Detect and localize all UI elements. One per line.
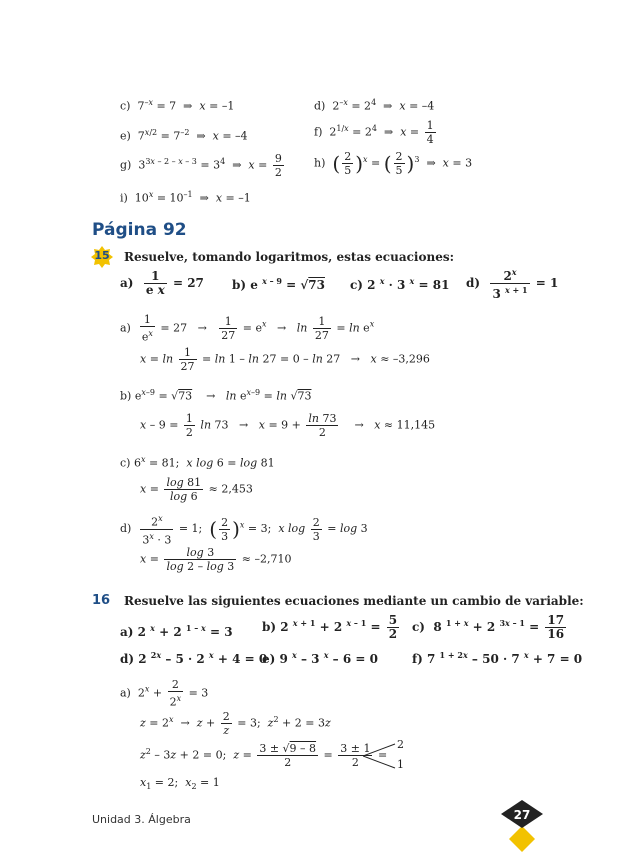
- line-d: d) $2^{-x} = 2^4$ ⇒ x = –4: [314, 98, 435, 113]
- branch-lines: [363, 742, 397, 770]
- line-g: g) $3^{3x - 2 - x - 3} = 3^4$ ⇒ x = $\frac{9}{2}$: [120, 152, 282, 179]
- ex15-sol-b2: x – 9 = $\frac{1}{2}$ ln 73 → x = 9 + $\frac{\ln 73}{2}$ → x ≈ 11,145: [140, 412, 436, 439]
- ex15-item-b: b) e $^{x - 9}$ = √73: [232, 276, 325, 292]
- root-2: 2: [397, 738, 404, 751]
- line-h: h) ( $\frac{2}{5}$ )$^x$ = ( $\frac{2}{5}$ )$^3$ ⇒ x = 3: [314, 150, 473, 177]
- root-1: 1: [397, 758, 404, 771]
- section-title: Página 92: [92, 220, 187, 240]
- ex16-item-f: f) 7 $^{1 + 2x}$ – 50 · 7 $^x$ + 7 = 0: [412, 650, 583, 666]
- ex16-item-a: a) 2 $^x$ + 2 $^{1 - x}$ = 3: [120, 623, 233, 639]
- ex15-sol-d1: d) $\frac{2^x}{3^x \cdot 3}$ = 1; ( $\frac{2}{3}$ )$^x$ = 3; x log $\frac{2}{3}$ = log 3: [120, 514, 368, 547]
- page-number-badge: [501, 800, 543, 852]
- ex16-item-c: c) 8 $^{1 + x}$ + 2 $^{3x - 1}$ = $\frac{17}{16}$: [412, 613, 565, 641]
- footer-unit: Unidad 3. Álgebra: [92, 813, 191, 826]
- exercise-16-statement: Resuelve las siguientes ecuaciones mediante un cambio de variable:: [124, 594, 584, 608]
- ex15-item-c: c) 2 $^x$ · 3 $^x$ = 81: [350, 276, 450, 292]
- exercise-15-statement: Resuelve, tomando logaritmos, estas ecuaciones:: [124, 250, 455, 264]
- ex16-item-b: b) 2 $^{x + 1}$ + 2 $^{x - 1}$ = $\frac{5}{2}$: [262, 613, 398, 641]
- exercise-15-badge: [91, 246, 113, 268]
- ex15-sol-b1: b) $e^{x-9} = √73$ → $\ln e^{x-9} = \ln √73$: [120, 388, 312, 403]
- ex15-sol-a2: x = ln $\frac{1}{27}$ = ln 1 – ln 27 = 0 – ln 27 → x ≈ –3,296: [140, 346, 430, 373]
- ex15-sol-d2: x = $\frac{\log 3}{\log 2 - \log 3}$ ≈ –2,710: [140, 546, 292, 573]
- ex16-sol-a4: $x_1 = 2$; $x_2 = 1$: [140, 776, 220, 792]
- ex15-item-a: a) $\frac{1}{\text{e x}}$ = 27: [120, 269, 204, 297]
- ex16-sol-a3: $z^2 - 3z + 2 = 0$; z = $\frac{3 \pm √9 - 8}{2}$ = $\frac{3 \pm 1}{2}$ =: [140, 742, 388, 769]
- line-i: i) $10^x = 10^{-1}$ ⇒ x = –1: [120, 190, 251, 205]
- page-number: 27: [513, 808, 531, 822]
- line-c: c) $7^{-x} = 7$ ⇒ x = –1: [120, 98, 235, 113]
- ex16-item-d: d) 2 $^{2x}$ – 5 · 2 $^x$ + 4 = 0: [120, 650, 268, 666]
- line-e: e) $7^{x/2} = 7^{-2}$ ⇒ x = –4: [120, 128, 248, 143]
- ex15-item-d: d) $\frac{2^x}{3 ^{x + 1}}$ = 1: [466, 267, 559, 301]
- ex16-sol-a1: a) $2^x$ + $\frac{2}{2^x}$ = 3: [120, 678, 209, 709]
- line-f: f) $2^{1/x} = 2^4$ ⇒ x = $\frac{1}{4}$: [314, 119, 434, 146]
- ex15-sol-c2: x = $\frac{\log 81}{\log 6}$ ≈ 2,453: [140, 476, 253, 503]
- ex15-sol-c1: c) $6^x = 81$; x log 6 = log 81: [120, 455, 275, 470]
- exercise-16-number: 16: [92, 593, 111, 608]
- ex16-sol-a2: $z = 2^x \to z$ + $\frac{2}{z}$ = 3; $z^2 + 2 = 3z$: [140, 710, 331, 737]
- ex16-item-e: e) 9 $^x$ – 3 $^x$ – 6 = 0: [262, 650, 378, 666]
- ex15-sol-a1: a) $\frac{1}{e^x}$ = 27 → $\frac{1}{27}$ = $e^x \to \ln$ $\frac{1}{27}$ = $\ln e^x$: [120, 313, 375, 344]
- exercise-15-number: 15: [94, 249, 110, 262]
